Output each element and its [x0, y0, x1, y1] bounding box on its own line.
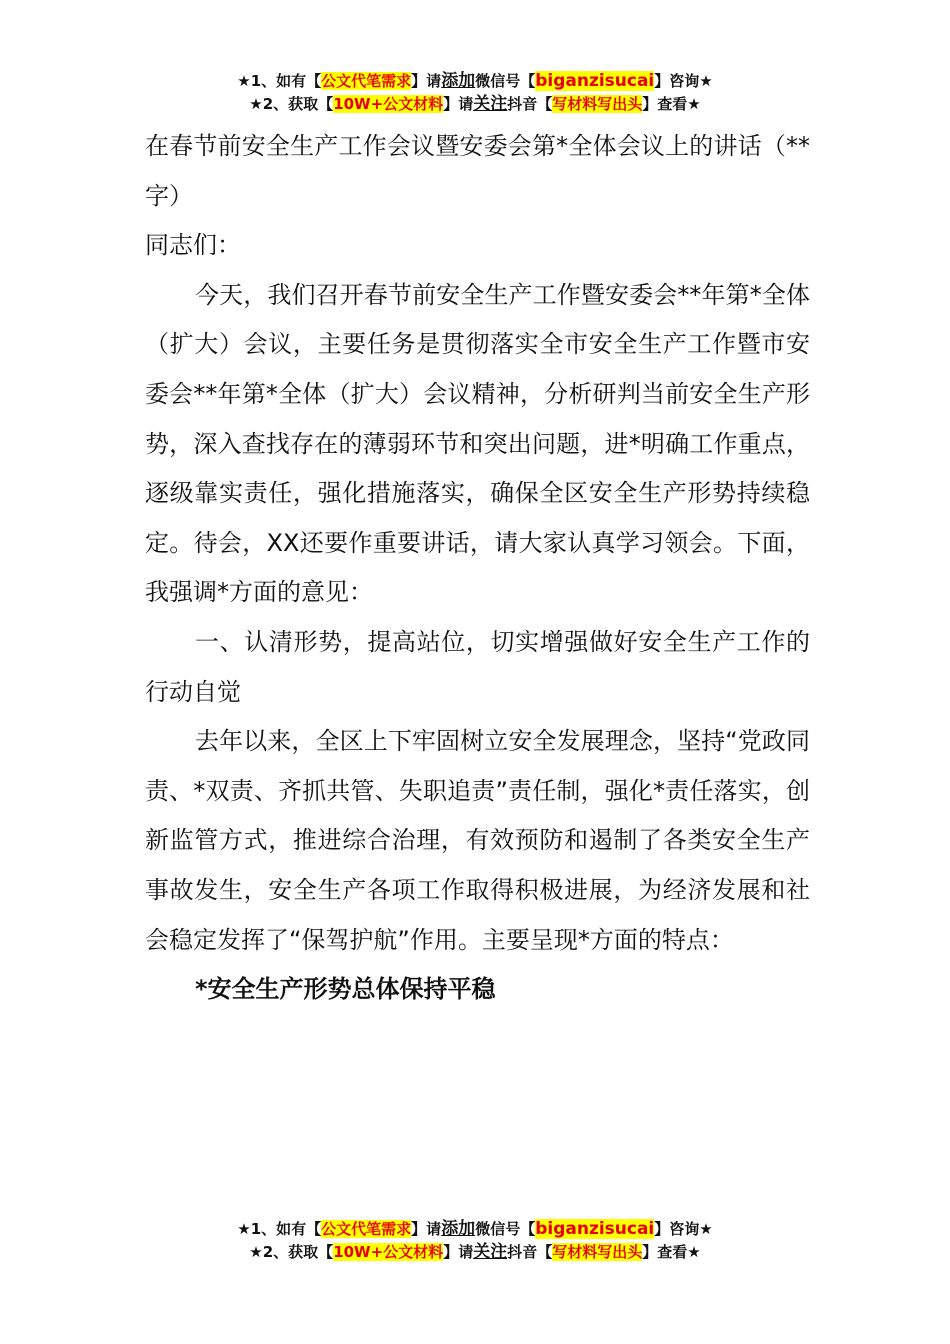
salutation: 同志们：: [145, 231, 241, 260]
document-title: 在春节前安全生产工作会议暨安委会第*全体会议上的讲话（**字）: [145, 132, 810, 210]
paragraph-review: 去年以来，全区上下牢固树立安全发展理念，坚持“党政同责、*双责、齐抓共管、失职追责”责任制，强化*责任落实，创新监管方式，推进综合治理，有效预防和遏制了各类安全生产事故发生，安全生产各项工作取得积极进展，为经济发展和社会稳定发挥了“保驾护航”作用。主要呈现*方面的特点：: [145, 727, 810, 954]
promo-highlight: 10W+公文材料: [333, 1243, 444, 1261]
wechat-id: biganzisucai: [535, 1219, 655, 1239]
document-body: [145, 122, 810, 1015]
douyin-account: 写材料写出头: [552, 1243, 643, 1261]
promo-highlight: 10W+公文材料: [333, 95, 444, 113]
top-promo-banner: [0, 70, 950, 116]
promo-line-2: ★2、获取【10W+公文材料】请关注抖音【写材料写出头】查看★: [249, 94, 701, 114]
promo-line-1: ★1、如有【公文代笔需求】请添加微信号【biganzisucai】咨询★: [237, 71, 713, 91]
douyin-account: 写材料写出头: [552, 95, 643, 113]
subheading: *安全生产形势总体保持平稳: [195, 975, 496, 1004]
section-heading-1: 一、认清形势，提高站位，切实增强做好安全生产工作的行动自觉: [145, 627, 810, 706]
paragraph-intro: 今天，我们召开春节前安全生产工作暨安委会**年第*全体（扩大）会议，主要任务是贯彻落实全市安全生产工作暨市安委会**年第*全体（扩大）会议精神，分析研判当前安全生产形势，深入查找存在的薄弱环节和突出问题，进*明确工作重点，逐级靠实责任，强化措施落实，确保全区安全生产形势持续稳定。待会，XX还要作重要讲话，请大家认真学习领会。下面，我强调*方面的意见：: [145, 280, 810, 607]
promo-line-2: ★2、获取【10W+公文材料】请关注抖音【写材料写出头】查看★: [249, 1242, 701, 1262]
promo-line-1: ★1、如有【公文代笔需求】请添加微信号【biganzisucai】咨询★: [237, 1219, 713, 1239]
bottom-promo-banner: [0, 1218, 950, 1264]
promo-highlight: 公文代笔需求: [321, 72, 412, 90]
promo-highlight: 公文代笔需求: [321, 1220, 412, 1238]
wechat-id: biganzisucai: [535, 71, 655, 91]
